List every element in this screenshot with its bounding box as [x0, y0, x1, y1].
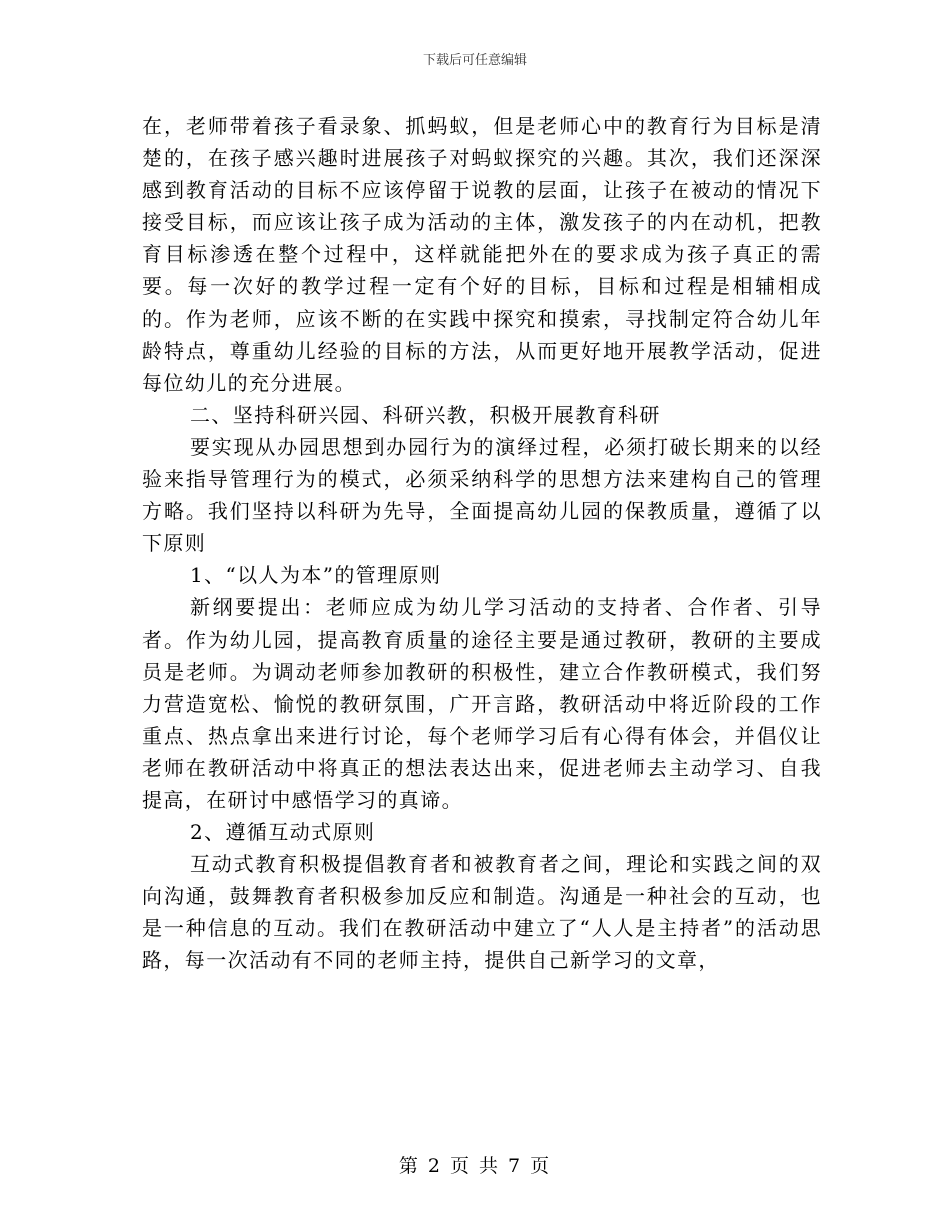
paragraph-continuation: 在，老师带着孩子看录象、抓蚂蚁，但是老师心中的教育行为目标是清楚的，在孩子感兴趣时进展孩子对蚂蚁探究的兴趣。其次，我们还深深感到教育活动的目标不应该停留于说教的层面，让孩子在被动的情况下接受目标，而应该让孩子成为活动的主体，激发孩子的内在动机，把教育目标渗透在整个过程中，这样就能把外在的要求成为孩子真正的需要。每一次好的教学过程一定有个好的目标，目标和过程是相辅相成的。作为老师，应该不断的在实践中探究和摸索，寻找制定符合幼儿年龄特点，尊重幼儿经验的目标的方法，从而更好地开展教学活动，促进每位幼儿的充分进展。	[142, 114, 822, 395]
paragraph: 互动式教育积极提倡教育者和被教育者之间，理论和实践之间的双向沟通，鼓舞教育者积极参加反应和制造。沟通是一种社会的互动，也是一种信息的互动。我们在教研活动中建立了“人人是主持者”的活动思路，每一次活动有不同的老师主持，提供自己新学习的文章，	[142, 852, 822, 973]
document-body	[142, 110, 822, 977]
subsection-heading: 1、“以人为本”的管理原则	[190, 563, 442, 588]
section-heading: 二、坚持科研兴园、科研兴教，积极开展教育科研	[190, 402, 661, 427]
page-number-footer: 第 2 页 共 7 页	[398, 1155, 552, 1177]
paragraph: 新纲要提出：老师应成为幼儿学习活动的支持者、合作者、引导者。作为幼儿园，提高教育质量的途径主要是通过教研，教研的主要成员是老师。为调动老师参加教研的积极性，建立合作教研模式，我们努力营造宽松、愉悦的教研氛围，广开言路，教研活动中将近阶段的工作重点、热点拿出来进行讨论，每个老师学习后有心得有体会，并倡仪让老师在教研活动中将真正的想法表达出来，促进老师去主动学习、自我提高，在研讨中感悟学习的真谛。	[142, 595, 822, 812]
subsection-heading: 2、遵循互动式原则	[190, 820, 376, 845]
paragraph: 要实现从办园思想到办园行为的演绎过程，必须打破长期来的以经验来指导管理行为的模式，必须采纳科学的思想方法来建构自己的管理方略。我们坚持以科研为先导，全面提高幼儿园的保教质量，遵循了以下原则	[142, 434, 822, 556]
page-header: 下载后可任意编辑	[422, 53, 527, 68]
